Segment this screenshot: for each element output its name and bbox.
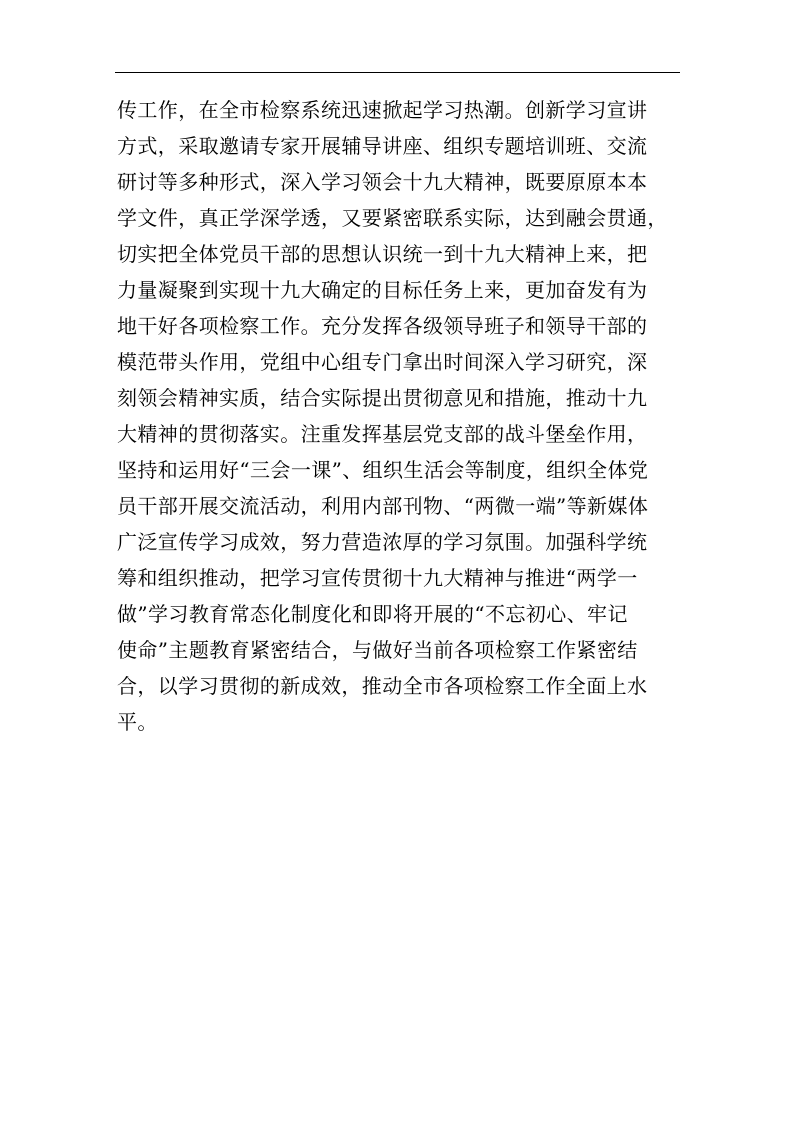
text-line: 使命”主题教育紧密结合，与做好当前各项检察工作紧密结	[117, 638, 638, 662]
text-line: 平。	[117, 710, 158, 734]
text-line: 学文件，真正学深学透，又要紧密联系实际，达到融会贯通，	[117, 206, 668, 230]
text-line: 传工作，在全市检察系统迅速掀起学习热潮。创新学习宣讲	[117, 98, 648, 122]
header-rule	[115, 72, 680, 73]
text-line: 合，以学习贯彻的新成效，推动全市各项检察工作全面上水	[117, 674, 648, 698]
text-line: 刻领会精神实质，结合实际提出贯彻意见和措施，推动十九	[117, 386, 648, 410]
text-line: 员干部开展交流活动，利用内部刊物、“两微一端”等新媒体	[117, 494, 649, 518]
text-line: 坚持和运用好“三会一课”、组织生活会等制度，组织全体党	[117, 458, 649, 482]
body-text	[117, 92, 677, 740]
text-line: 力量凝聚到实现十九大确定的目标任务上来，更加奋发有为	[117, 278, 648, 302]
text-line: 地干好各项检察工作。充分发挥各级领导班子和领导干部的	[117, 314, 648, 338]
text-line: 广泛宣传学习成效，努力营造浓厚的学习氛围。加强科学统	[117, 530, 648, 554]
text-line: 做”学习教育常态化制度化和即将开展的“不忘初心、牢记	[117, 602, 628, 626]
text-line: 方式，采取邀请专家开展辅导讲座、组织专题培训班、交流	[117, 134, 648, 158]
text-line: 筹和组织推动，把学习宣传贯彻十九大精神与推进“两学一	[117, 566, 638, 590]
text-line: 研讨等多种形式，深入学习领会十九大精神，既要原原本本	[117, 170, 648, 194]
text-line: 大精神的贯彻落实。注重发挥基层党支部的战斗堡垒作用，	[117, 422, 648, 446]
text-line: 模范带头作用，党组中心组专门拿出时间深入学习研究，深	[117, 350, 648, 374]
text-line: 切实把全体党员干部的思想认识统一到十九大精神上来，把	[117, 242, 648, 266]
